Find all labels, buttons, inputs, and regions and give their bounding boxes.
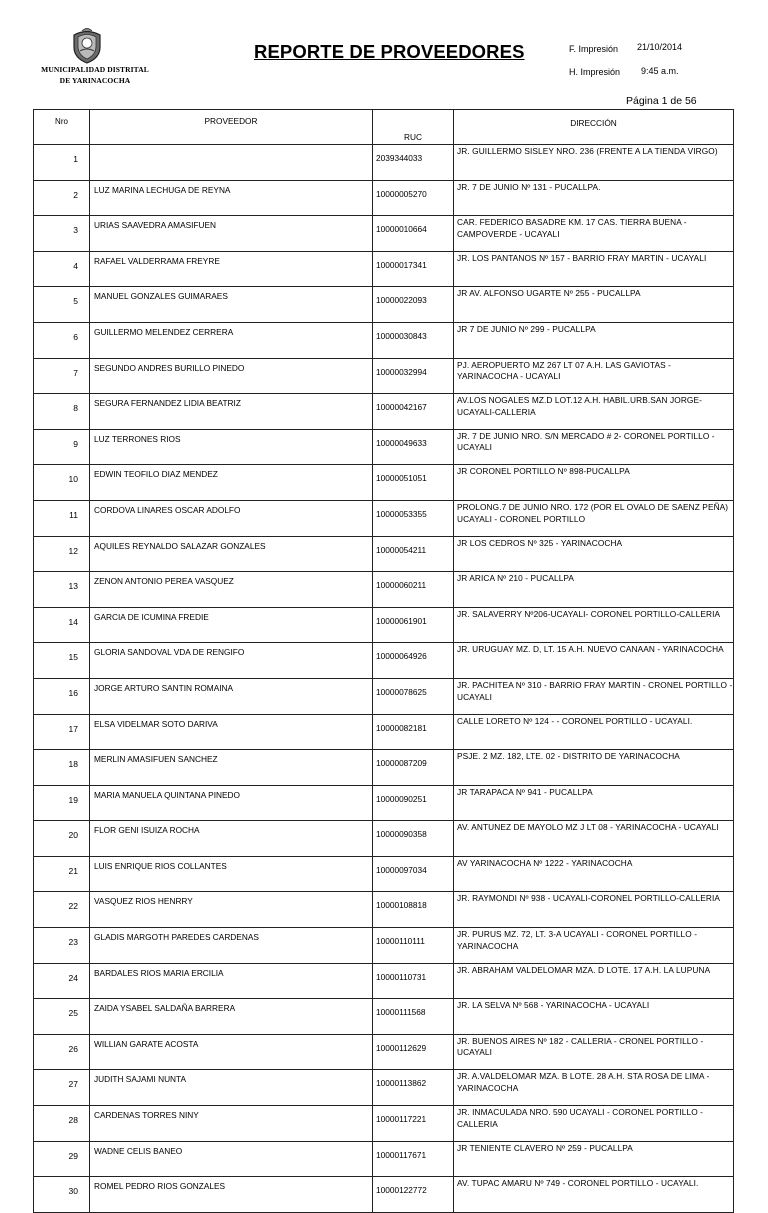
cell-proveedor: AQUILES REYNALDO SALAZAR GONZALES [90, 536, 373, 572]
cell-proveedor: FLOR GENI ISUIZA ROCHA [90, 821, 373, 857]
table-row [34, 1141, 734, 1177]
cell-direccion: JR. RAYMONDI Nº 938 - UCAYALI-CORONEL PORTILLO-CALLERIA [454, 892, 734, 928]
cell-nro: 29 [34, 1141, 90, 1177]
cell-nro: 14 [34, 607, 90, 643]
cell-ruc: 10000078625 [373, 678, 454, 714]
table-row [34, 607, 734, 643]
cell-direccion: JR ARICA Nº 210 - PUCALLPA [454, 572, 734, 608]
cell-direccion: JR. LOS PANTANOS Nº 157 - BARRIO FRAY MARTIN - UCAYALI [454, 251, 734, 287]
table-row [34, 216, 734, 252]
cell-proveedor: GARCIA DE ICUMINA FREDIE [90, 607, 373, 643]
cell-direccion: JR LOS CEDROS Nº 325 - YARINACOCHA [454, 536, 734, 572]
cell-ruc: 10000111568 [373, 999, 454, 1035]
suppliers-table [33, 109, 734, 1213]
cell-nro: 8 [34, 394, 90, 430]
cell-nro: 15 [34, 643, 90, 679]
cell-proveedor: WADNE CELIS BANEO [90, 1141, 373, 1177]
table-row [34, 856, 734, 892]
print-date-value: 21/10/2014 [637, 42, 683, 52]
cell-direccion: CAR. FEDERICO BASADRE KM. 17 CAS. TIERRA BUENA - CAMPOVERDE - UCAYALI [454, 216, 734, 252]
table-row [34, 963, 734, 999]
table-row [34, 358, 734, 394]
cell-nro: 23 [34, 928, 90, 964]
cell-ruc: 10000030843 [373, 322, 454, 358]
cell-nro: 13 [34, 572, 90, 608]
cell-nro: 18 [34, 750, 90, 786]
cell-ruc: 10000097034 [373, 856, 454, 892]
cell-direccion: JR. INMACULADA NRO. 590 UCAYALI - CORONEL PORTILLO - CALLERIA [454, 1106, 734, 1142]
cell-ruc: 10000090358 [373, 821, 454, 857]
cell-nro: 9 [34, 429, 90, 465]
table-row [34, 999, 734, 1035]
table-row [34, 785, 734, 821]
cell-proveedor: RAFAEL VALDERRAMA FREYRE [90, 251, 373, 287]
cell-ruc: 10000108818 [373, 892, 454, 928]
cell-ruc: 10000110111 [373, 928, 454, 964]
cell-ruc: 10000051051 [373, 465, 454, 501]
cell-proveedor: MERLIN AMASIFUEN SANCHEZ [90, 750, 373, 786]
cell-nro: 30 [34, 1177, 90, 1213]
table-row [34, 928, 734, 964]
cell-ruc: 10000005270 [373, 180, 454, 216]
table-row [34, 180, 734, 216]
cell-direccion: JR CORONEL PORTILLO Nº 898-PUCALLPA [454, 465, 734, 501]
cell-nro: 12 [34, 536, 90, 572]
table-row [34, 465, 734, 501]
cell-direccion: PSJE. 2 MZ. 182, LTE. 02 - DISTRITO DE YARINACOCHA [454, 750, 734, 786]
cell-proveedor: JUDITH SAJAMI NUNTA [90, 1070, 373, 1106]
cell-direccion: JR TARAPACA Nº 941 - PUCALLPA [454, 785, 734, 821]
cell-nro: 11 [34, 500, 90, 536]
cell-direccion: JR. 7 DE JUNIO Nº 131 - PUCALLPA. [454, 180, 734, 216]
cell-ruc: 10000053355 [373, 500, 454, 536]
cell-direccion: JR. PACHITEA Nº 310 - BARRIO FRAY MARTIN - CRONEL PORTILLO - UCAYALI [454, 678, 734, 714]
cell-ruc: 10000064926 [373, 643, 454, 679]
table-row [34, 750, 734, 786]
cell-direccion: JR. ABRAHAM VALDELOMAR MZA. D LOTE. 17 A.H. LA LUPUNA [454, 963, 734, 999]
cell-proveedor: ZAIDA YSABEL SALDAÑA BARRERA [90, 999, 373, 1035]
table-row [34, 572, 734, 608]
cell-direccion: AV. ANTUNEZ DE MAYOLO MZ J LT 08 - YARINACOCHA - UCAYALI [454, 821, 734, 857]
cell-nro: 22 [34, 892, 90, 928]
cell-proveedor: SEGUNDO ANDRES BURILLO PINEDO [90, 358, 373, 394]
cell-nro: 4 [34, 251, 90, 287]
municipality-seal-icon [70, 26, 104, 64]
cell-proveedor: GLADIS MARGOTH PAREDES CARDENAS [90, 928, 373, 964]
column-header-ruc: RUC [373, 110, 454, 145]
table-row [34, 643, 734, 679]
cell-proveedor: LUIS ENRIQUE RIOS COLLANTES [90, 856, 373, 892]
cell-nro: 10 [34, 465, 90, 501]
cell-proveedor: GUILLERMO MELENDEZ CERRERA [90, 322, 373, 358]
table-row [34, 1070, 734, 1106]
cell-ruc: 10000082181 [373, 714, 454, 750]
cell-nro: 25 [34, 999, 90, 1035]
cell-proveedor: MANUEL GONZALES GUIMARAES [90, 287, 373, 323]
municipality-line-1: MUNICIPALIDAD DISTRITAL [41, 65, 149, 74]
cell-ruc: 10000022093 [373, 287, 454, 323]
cell-ruc: 10000112629 [373, 1034, 454, 1070]
cell-ruc: 10000054211 [373, 536, 454, 572]
municipality-name [36, 64, 154, 86]
cell-direccion: JR. BUENOS AIRES Nº 182 - CALLERIA - CRONEL PORTILLO - UCAYALI [454, 1034, 734, 1070]
table-row [34, 287, 734, 323]
cell-proveedor: CORDOVA LINARES OSCAR ADOLFO [90, 500, 373, 536]
table-row [34, 429, 734, 465]
cell-proveedor: MARIA MANUELA QUINTANA PINEDO [90, 785, 373, 821]
table-row [34, 145, 734, 181]
table-row [34, 678, 734, 714]
cell-direccion: JR. GUILLERMO SISLEY NRO. 236 (FRENTE A LA TIENDA VIRGO) [454, 145, 734, 181]
cell-direccion: JR. PURUS MZ. 72, LT. 3-A UCAYALI - CORONEL PORTILLO - YARINACOCHA [454, 928, 734, 964]
cell-direccion: JR. 7 DE JUNIO NRO. S/N MERCADO # 2- CORONEL PORTILLO - UCAYALI [454, 429, 734, 465]
cell-direccion: JR. LA SELVA Nº 568 - YARINACOCHA - UCAYALI [454, 999, 734, 1035]
cell-nro: 19 [34, 785, 90, 821]
cell-nro: 21 [34, 856, 90, 892]
cell-proveedor: WILLIAN GARATE ACOSTA [90, 1034, 373, 1070]
cell-direccion: JR. URUGUAY MZ. D, LT. 15 A.H. NUEVO CANAAN - YARINACOCHA [454, 643, 734, 679]
cell-proveedor [90, 145, 373, 181]
cell-proveedor: EDWIN TEOFILO DIAZ MENDEZ [90, 465, 373, 501]
cell-direccion: JR 7 DE JUNIO Nº 299 - PUCALLPA [454, 322, 734, 358]
print-time-value: 9:45 a.m. [641, 66, 679, 76]
cell-ruc: 10000060211 [373, 572, 454, 608]
cell-proveedor: GLORIA SANDOVAL VDA DE RENGIFO [90, 643, 373, 679]
column-header-proveedor: PROVEEDOR [90, 110, 373, 145]
cell-direccion: AV YARINACOCHA Nº 1222 - YARINACOCHA [454, 856, 734, 892]
cell-direccion: CALLE LORETO Nº 124 - - CORONEL PORTILLO - UCAYALI. [454, 714, 734, 750]
column-header-nro: Nro [34, 110, 90, 145]
cell-ruc: 10000090251 [373, 785, 454, 821]
cell-proveedor: ROMEL PEDRO RIOS GONZALES [90, 1177, 373, 1213]
cell-ruc: 10000122772 [373, 1177, 454, 1213]
table-row [34, 892, 734, 928]
cell-nro: 16 [34, 678, 90, 714]
cell-nro: 2 [34, 180, 90, 216]
table-row [34, 1177, 734, 1213]
cell-direccion: JR AV. ALFONSO UGARTE Nº 255 - PUCALLPA [454, 287, 734, 323]
cell-proveedor: URIAS SAAVEDRA AMASIFUEN [90, 216, 373, 252]
cell-direccion: AV. TUPAC AMARU Nº 749 - CORONEL PORTILLO - UCAYALI. [454, 1177, 734, 1213]
cell-ruc: 10000087209 [373, 750, 454, 786]
table-row [34, 394, 734, 430]
cell-proveedor: BARDALES RIOS MARIA ERCILIA [90, 963, 373, 999]
cell-direccion: PROLONG.7 DE JUNIO NRO. 172 (POR EL OVALO DE SAENZ PEÑA) UCAYALI - CORONEL PORTILLO [454, 500, 734, 536]
cell-proveedor: CARDENAS TORRES NINY [90, 1106, 373, 1142]
cell-proveedor: ELSA VIDELMAR SOTO DARIVA [90, 714, 373, 750]
cell-nro: 6 [34, 322, 90, 358]
cell-ruc: 10000110731 [373, 963, 454, 999]
cell-ruc: 10000032994 [373, 358, 454, 394]
table-row [34, 536, 734, 572]
table-row [34, 714, 734, 750]
cell-ruc: 10000042167 [373, 394, 454, 430]
table-row [34, 1034, 734, 1070]
table-row [34, 821, 734, 857]
cell-nro: 1 [34, 145, 90, 181]
column-header-direccion: DIRECCIÓN [454, 110, 734, 145]
table-row [34, 322, 734, 358]
cell-nro: 27 [34, 1070, 90, 1106]
cell-direccion: JR. SALAVERRY Nº206-UCAYALI- CORONEL PORTILLO-CALLERIA [454, 607, 734, 643]
cell-ruc: 10000010664 [373, 216, 454, 252]
cell-proveedor: ZENON ANTONIO PEREA VASQUEZ [90, 572, 373, 608]
cell-ruc: 10000017341 [373, 251, 454, 287]
page-indicator: Página 1 de 56 [626, 95, 697, 107]
cell-ruc: 10000049633 [373, 429, 454, 465]
cell-ruc: 10000061901 [373, 607, 454, 643]
cell-ruc: 10000117671 [373, 1141, 454, 1177]
cell-proveedor: VASQUEZ RIOS HENRRY [90, 892, 373, 928]
cell-ruc: 2039344033 [373, 145, 454, 181]
cell-direccion: AV.LOS NOGALES MZ.D LOT.12 A.H. HABIL.URB.SAN JORGE-UCAYALI-CALLERIA [454, 394, 734, 430]
table-row [34, 251, 734, 287]
table-row [34, 500, 734, 536]
cell-nro: 5 [34, 287, 90, 323]
report-title: REPORTE DE PROVEEDORES [254, 41, 525, 62]
print-date-label: F. Impresión [569, 44, 619, 54]
print-time-label: H. Impresión [569, 67, 621, 77]
cell-direccion: JR TENIENTE CLAVERO Nº 259 - PUCALLPA [454, 1141, 734, 1177]
cell-nro: 17 [34, 714, 90, 750]
cell-direccion: JR. A.VALDELOMAR MZA. B LOTE. 28 A.H. STA ROSA DE LIMA - YARINACOCHA [454, 1070, 734, 1106]
table-header-row [34, 110, 734, 145]
municipality-line-2: DE YARINACOCHA [59, 76, 131, 85]
cell-proveedor: SEGURA FERNANDEZ LIDIA BEATRIZ [90, 394, 373, 430]
cell-proveedor: JORGE ARTURO SANTIN ROMAINA [90, 678, 373, 714]
cell-nro: 26 [34, 1034, 90, 1070]
cell-proveedor: LUZ TERRONES RIOS [90, 429, 373, 465]
cell-nro: 3 [34, 216, 90, 252]
table-row [34, 1106, 734, 1142]
cell-nro: 24 [34, 963, 90, 999]
cell-ruc: 10000117221 [373, 1106, 454, 1142]
cell-direccion: PJ. AEROPUERTO MZ 267 LT 07 A.H. LAS GAVIOTAS - YARINACOCHA - UCAYALI [454, 358, 734, 394]
cell-ruc: 10000113862 [373, 1070, 454, 1106]
cell-proveedor: LUZ MARINA LECHUGA DE REYNA [90, 180, 373, 216]
cell-nro: 28 [34, 1106, 90, 1142]
cell-nro: 20 [34, 821, 90, 857]
cell-nro: 7 [34, 358, 90, 394]
